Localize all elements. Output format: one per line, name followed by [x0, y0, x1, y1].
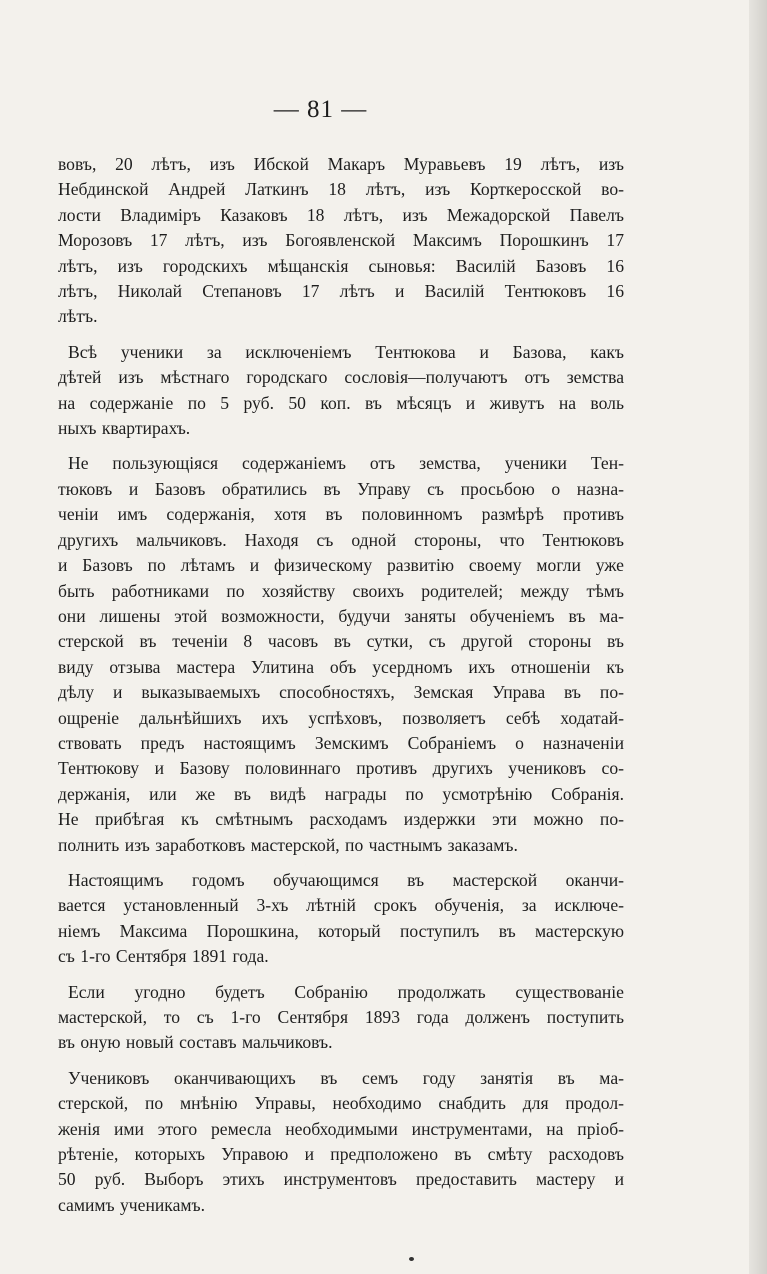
- text-line: Настоящимъ годомъ обучающимся въ мастерской оканчи-: [68, 869, 624, 890]
- text-line: вается установленный 3-хъ лѣтній срокъ обученія, за исключе-: [58, 895, 624, 916]
- text-line: лѣтъ.: [58, 306, 98, 327]
- text-line: держанія, или же въ видѣ награды по усмотрѣнію Собранія.: [58, 783, 624, 804]
- text-line: женія ими этого ремесла необходимыми инструментами, на пріоб-: [58, 1118, 624, 1139]
- text-line: дѣтей изъ мѣстнаго городскаго сословія—получаютъ отъ земства: [58, 367, 624, 388]
- text-line: быть работниками по хозяйству своихъ родителей; между тѣмъ: [58, 580, 624, 601]
- text-line: мастерской, то съ 1-го Сентября 1893 года долженъ поступить: [58, 1007, 624, 1027]
- text-line: лости Владиміръ Казаковъ 18 лѣтъ, изъ Межадорской Павелъ: [58, 204, 624, 225]
- text-line: Небдинской Андрей Латкинъ 18 лѣтъ, изъ Корткеросской во-: [58, 179, 624, 200]
- ink-speck: [409, 1257, 414, 1261]
- text-line: стерской, по мнѣнію Управы, необходимо снабдить для продол-: [58, 1093, 624, 1114]
- text-line: ощреніе дальнѣйшихъ ихъ успѣховъ, позволяетъ себѣ ходатай-: [58, 707, 624, 728]
- text-line: ныхъ квартирахъ.: [58, 418, 191, 439]
- body-text: [58, 152, 624, 1228]
- text-line: въ оную новый составъ мальчиковъ.: [58, 1032, 333, 1053]
- text-line: Всѣ ученики за исключеніемъ Тентюкова и Базова, какъ: [68, 341, 624, 362]
- text-line: стерской въ теченіи 8 часовъ въ сутки, съ другой стороны въ: [58, 631, 624, 652]
- text-line: Не прибѣгая къ смѣтнымъ расходамъ издержки эти можно по-: [58, 809, 624, 830]
- text-line: 50 руб. Выборъ этихъ инструментовъ предоставить мастеру и: [58, 1169, 624, 1190]
- text-line: вовъ, 20 лѣтъ, изъ Ибской Макаръ Муравьевъ 19 лѣтъ, изъ: [58, 154, 624, 174]
- text-line: Морозовъ 17 лѣтъ, изъ Богоявленской Максимъ Порошкинъ 17: [58, 230, 624, 251]
- paragraph-instruments: [58, 1066, 624, 1218]
- text-line: ніемъ Максима Порошкина, который поступилъ въ мастерскую: [58, 920, 624, 941]
- text-line: ствовать предъ настоящимъ Земскимъ Собраніемъ о назначеніи: [58, 732, 624, 753]
- paragraph-term-ending: [58, 868, 624, 970]
- paragraph-students-list: [58, 152, 624, 330]
- text-line: лѣтъ, Николай Степановъ 17 лѣтъ и Василій Тентюковъ 16: [58, 281, 624, 302]
- paragraph-new-intake: [58, 980, 624, 1056]
- paragraph-allowance: [58, 340, 624, 442]
- text-line: съ 1-го Сентября 1891 года.: [58, 946, 269, 967]
- page-edge-shadow: [749, 0, 767, 1274]
- text-line: Учениковъ оканчивающихъ въ семъ году занятія въ ма-: [68, 1067, 624, 1088]
- text-line: лѣтъ, изъ городскихъ мѣщанскія сыновья: Василій Базовъ 16: [58, 255, 624, 276]
- page-number: — 81 —: [273, 96, 368, 123]
- text-line: виду отзыва мастера Улитина объ усердномъ ихъ отношеніи къ: [58, 656, 624, 677]
- text-line: рѣтеніе, которыхъ Управою и предположено въ смѣту расходовъ: [58, 1144, 624, 1165]
- text-line: и Базовъ по лѣтамъ и физическому развитію своему могли уже: [58, 555, 624, 576]
- text-line: самимъ ученикамъ.: [58, 1194, 206, 1215]
- text-line: полнить изъ заработковъ мастерской, по частнымъ заказамъ.: [58, 834, 518, 855]
- text-line: тюковъ и Базовъ обратились въ Управу съ просьбою о назна-: [58, 478, 624, 499]
- text-line: на содержаніе по 5 руб. 50 коп. въ мѣсяцъ и живутъ на воль: [58, 392, 624, 413]
- text-line: Не пользующіяся содержаніемъ отъ земства, ученики Тен-: [68, 453, 624, 474]
- text-line: дѣлу и выказываемыхъ способностяхъ, Земская Управа въ по-: [58, 682, 624, 703]
- text-line: другихъ мальчиковъ. Находя съ одной стороны, что Тентюковъ: [58, 529, 624, 550]
- text-line: Тентюкову и Базову половиннаго противъ другихъ учениковъ со-: [58, 758, 624, 779]
- paragraph-petition: [58, 451, 624, 858]
- text-line: они лишены этой возможности, будучи заняты обученіемъ въ ма-: [58, 605, 624, 626]
- text-line: ченіи имъ содержанія, хотя въ половинномъ размѣрѣ противъ: [58, 504, 624, 525]
- text-line: Если угодно будетъ Собранію продолжать существованіе: [68, 981, 624, 1002]
